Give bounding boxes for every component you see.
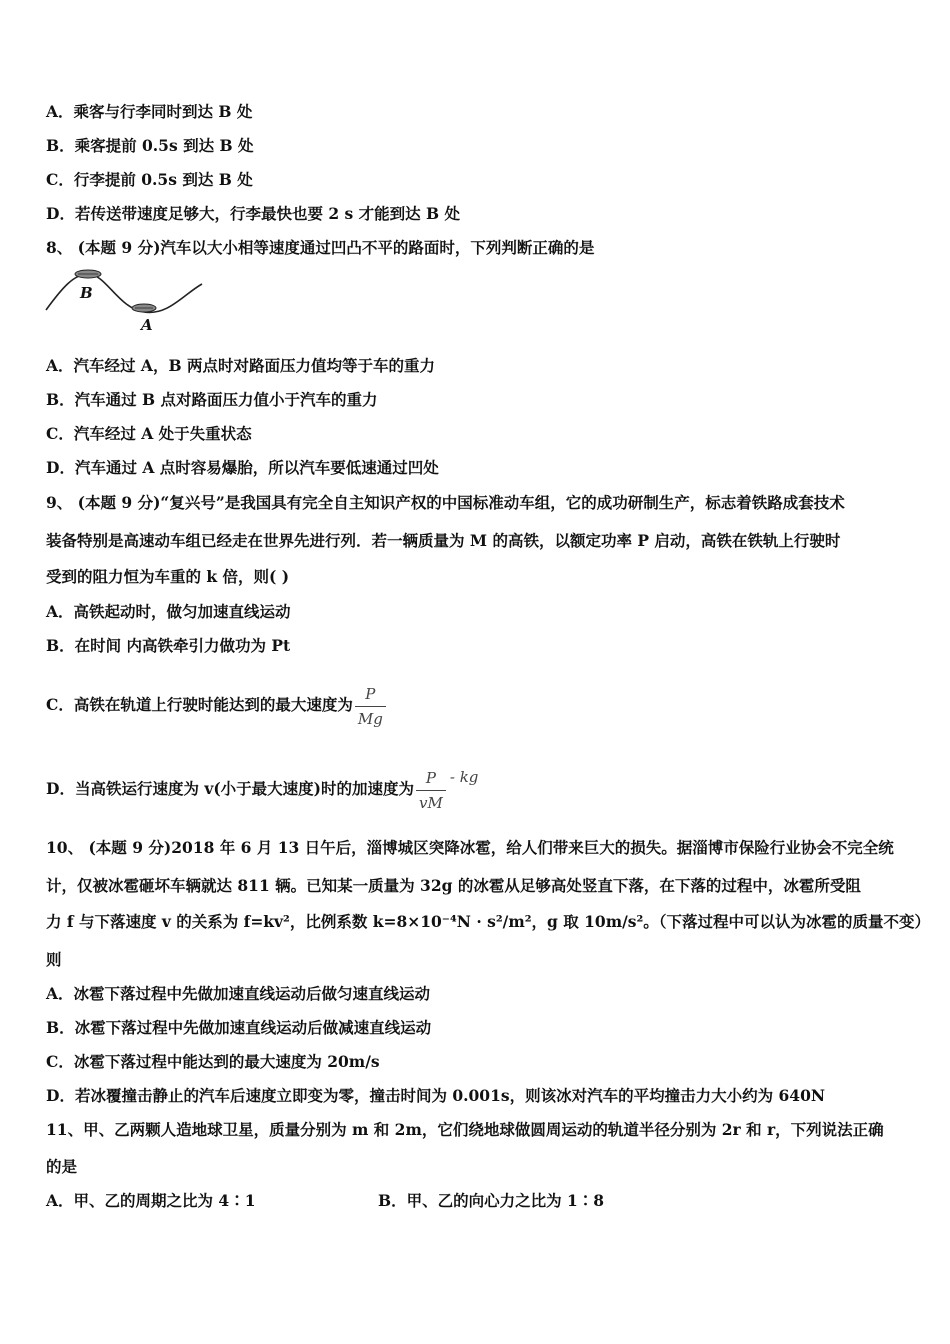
q8-stem: 8、 (本题 9 分)汽车以大小相等速度通过凹凸不平的路面时，下列判断正确的是	[46, 238, 595, 257]
q10-option-b: B．冰雹下落过程中先做加速直线运动后做减速直线运动	[46, 1018, 432, 1037]
q9-stem-line3: 受到的阻力恒为车重的 k 倍，则( )	[46, 567, 290, 586]
q11-stem-line2: 的是	[46, 1157, 78, 1176]
q8-option-d: D．汽车通过 A 点时容易爆胎，所以汽车要低速通过凹处	[46, 458, 439, 477]
q9-option-d-tail: - kg	[449, 768, 479, 786]
q9-option-d-text: D．当高铁运行速度为 v(小于最大速度)时的加速度为	[46, 779, 415, 798]
q10-option-a: A．冰雹下落过程中先做加速直线运动后做匀速直线运动	[46, 984, 431, 1003]
fraction-denominator: vM	[419, 793, 443, 812]
q11-option-b: B．甲、乙的向心力之比为 1∶8	[378, 1191, 605, 1210]
fraction-denominator: Mg	[357, 709, 383, 728]
q9-option-b: B．在时间 内高铁牵引力做功为 Pt	[46, 636, 291, 655]
q7-option-b: B．乘客提前 0.5s 到达 B 处	[46, 136, 254, 155]
q7-option-c: C．行李提前 0.5s 到达 B 处	[46, 170, 253, 189]
q10-option-d: D．若冰覆撞击静止的汽车后速度立即变为零，撞击时间为 0.001s，则该冰对汽车的平均撞击力大小约为 640N	[46, 1086, 826, 1105]
q7-option-d: D．若传送带速度足够大，行李最快也要 2 s 才能到达 B 处	[46, 204, 461, 223]
q10-stem-line4: 则	[46, 950, 62, 969]
car-a-icon	[132, 304, 156, 312]
q9-option-c-fraction	[355, 684, 386, 729]
q9-option-d	[46, 754, 478, 824]
road-figure	[44, 268, 214, 334]
road-curve	[46, 274, 202, 312]
label-a: A	[141, 316, 153, 334]
q9-option-d-fraction	[416, 768, 446, 813]
q10-stem-line1: 10、 (本题 9 分)2018 年 6 月 13 日午后，淄博城区突降冰雹，给人们带来巨大的损失。据淄博市保险行业协会不完全统	[46, 838, 894, 857]
q11-stem-line1: 11、甲、乙两颗人造地球卫星，质量分别为 m 和 2m，它们绕地球做圆周运动的轨道半径分别为 2r 和 r，下列说法正确	[46, 1120, 884, 1139]
q9-stem-line2: 装备特别是高速动车组已经走在世界先进行列．若一辆质量为 M 的高铁，以额定功率 P 启动，高铁在铁轨上行驶时	[46, 531, 841, 550]
label-b: B	[80, 284, 93, 302]
q8-option-a: A．汽车经过 A，B 两点时对路面压力值均等于车的重力	[46, 356, 435, 375]
q10-stem-line3: 力 f 与下落速度 v 的关系为 f=kv²，比例系数 k=8×10⁻⁴N · s²/m²，g 取 10m/s²。（下落过程中可以认为冰雹的质量不变）	[46, 912, 931, 931]
car-b-icon	[75, 270, 101, 278]
q9-option-a: A．高铁起动时，做匀加速直线运动	[46, 602, 291, 621]
q7-option-a: A．乘客与行李同时到达 B 处	[46, 102, 253, 121]
q9-option-c-text: C．高铁在轨道上行驶时能达到的最大速度为	[46, 695, 353, 714]
q9-option-c	[46, 670, 386, 740]
q11-option-a: A．甲、乙的周期之比为 4∶1	[46, 1191, 256, 1210]
q8-option-b: B．汽车通过 B 点对路面压力值小于汽车的重力	[46, 390, 378, 409]
q9-stem-line1: 9、 (本题 9 分)“复兴号”是我国具有完全自主知识产权的中国标准动车组，它的成功研制生产，标志着铁路成套技术	[46, 493, 845, 512]
fraction-numerator: P	[416, 768, 446, 791]
fraction-numerator: P	[355, 684, 386, 707]
q8-option-c: C．汽车经过 A 处于失重状态	[46, 424, 252, 443]
q10-stem-line2: 计，仅被冰雹砸坏车辆就达 811 辆。已知某一质量为 32g 的冰雹从足够高处竖直下落，在下落的过程中，冰雹所受阻	[46, 876, 861, 895]
q10-option-c: C．冰雹下落过程中能达到的最大速度为 20m/s	[46, 1052, 380, 1071]
